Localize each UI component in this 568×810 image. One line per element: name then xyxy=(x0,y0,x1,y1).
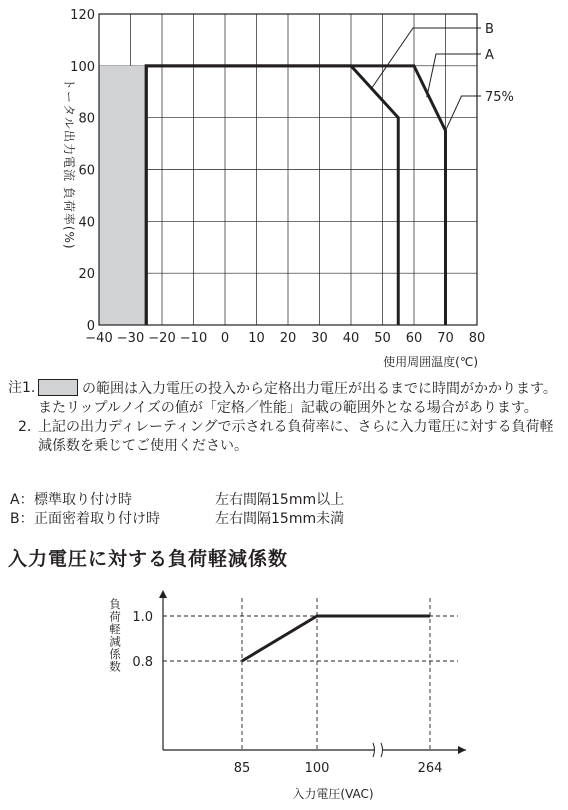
x-tick-label: 80 xyxy=(468,331,486,346)
leader-line-b xyxy=(371,28,481,90)
series-line xyxy=(242,616,430,661)
condition-mount: 正面密着取り付け時 xyxy=(34,511,160,527)
series-line-a xyxy=(146,66,445,325)
annotation-label-b: B xyxy=(485,22,494,37)
condition-b xyxy=(10,510,344,529)
y-tick-label: 40 xyxy=(78,215,95,231)
x-tick-label: −10 xyxy=(179,331,208,346)
derating-chart xyxy=(0,0,568,375)
x-tick-label: 50 xyxy=(374,331,391,346)
x-tick-label: −40 xyxy=(85,331,113,346)
load-reduction-chart xyxy=(0,590,568,810)
shaded-region xyxy=(99,66,146,325)
section-title: 入力電圧に対する負荷軽減係数 xyxy=(8,548,289,570)
y-axis-label-char: 負 xyxy=(109,597,121,611)
condition-spacing: 左右間隔15mm以上 xyxy=(215,492,345,508)
leader-line-75 xyxy=(446,96,482,131)
y-tick-label: 0 xyxy=(86,319,95,334)
x-tick-label: 70 xyxy=(437,331,454,346)
y-axis-label-char: 係 xyxy=(109,647,121,661)
annotation-label-a: A xyxy=(485,48,494,63)
x-tick-label: 40 xyxy=(342,331,360,346)
y-axis-label-char: 数 xyxy=(109,659,121,674)
y-tick-label: 1.0 xyxy=(132,610,153,625)
x-tick-label: 264 xyxy=(417,761,443,776)
y-axis-label-char: 軽 xyxy=(109,622,121,636)
x-tick-label: 10 xyxy=(248,331,265,346)
condition-mount: 標準取り付け時 xyxy=(34,492,132,508)
annotation-label-75: 75% xyxy=(485,90,514,105)
x-tick-label: 100 xyxy=(304,761,330,776)
x-tick-label: 30 xyxy=(311,331,328,346)
x-tick-label: 0 xyxy=(220,331,230,346)
y-tick-label: 60 xyxy=(78,163,95,179)
x-axis-label: 使用周囲温度(℃) xyxy=(383,355,478,369)
y-axis-label-char: 荷 xyxy=(109,609,121,624)
condition-key: A： xyxy=(10,492,34,508)
condition-key: B： xyxy=(10,511,34,527)
y-axis-label: トータル出力電流 負荷率(%) xyxy=(62,78,76,250)
x-axis-label: 入力電圧(VAC) xyxy=(292,787,374,801)
y-tick-label: 0.8 xyxy=(132,655,153,670)
leader-line-a xyxy=(427,54,481,97)
shaded-region-swatch xyxy=(38,379,78,396)
condition-spacing: 左右間隔15mm未満 xyxy=(215,511,345,527)
note-2 xyxy=(18,418,564,456)
y-tick-label: 120 xyxy=(70,8,95,23)
note-2-text: 上記の出力ディレーティングで示される負荷率に、さらに入力電圧に対する負荷軽減係数を乗じてご使用ください。 xyxy=(38,419,554,454)
note-1 xyxy=(8,379,564,418)
y-tick-label: 20 xyxy=(78,267,95,283)
y-axis-arrow xyxy=(159,590,167,598)
note-1-prefix: 注1. xyxy=(8,380,36,396)
notes-block xyxy=(8,379,564,456)
note-2-prefix: 2. xyxy=(18,419,32,435)
mounting-conditions xyxy=(10,491,344,529)
series-line-b xyxy=(146,66,398,325)
y-tick-label: 80 xyxy=(78,111,95,127)
x-tick-label: −20 xyxy=(148,331,176,346)
y-tick-label: 100 xyxy=(70,59,95,75)
y-axis-label-char: 減 xyxy=(109,634,121,649)
x-tick-label: 20 xyxy=(279,331,297,346)
x-axis-arrow xyxy=(458,746,466,754)
x-tick-label: −30 xyxy=(116,331,145,346)
y-axis-label xyxy=(109,597,122,674)
condition-a xyxy=(10,491,344,510)
x-tick-label: 60 xyxy=(405,331,423,346)
x-tick-label: 85 xyxy=(233,761,251,776)
note-1-text: の範囲は入力電圧の投入から定格出力電圧が出るまでに時間がかかります。またリップルノイズの値が「定格／性能」記載の範囲外となる場合があります。 xyxy=(38,381,557,416)
